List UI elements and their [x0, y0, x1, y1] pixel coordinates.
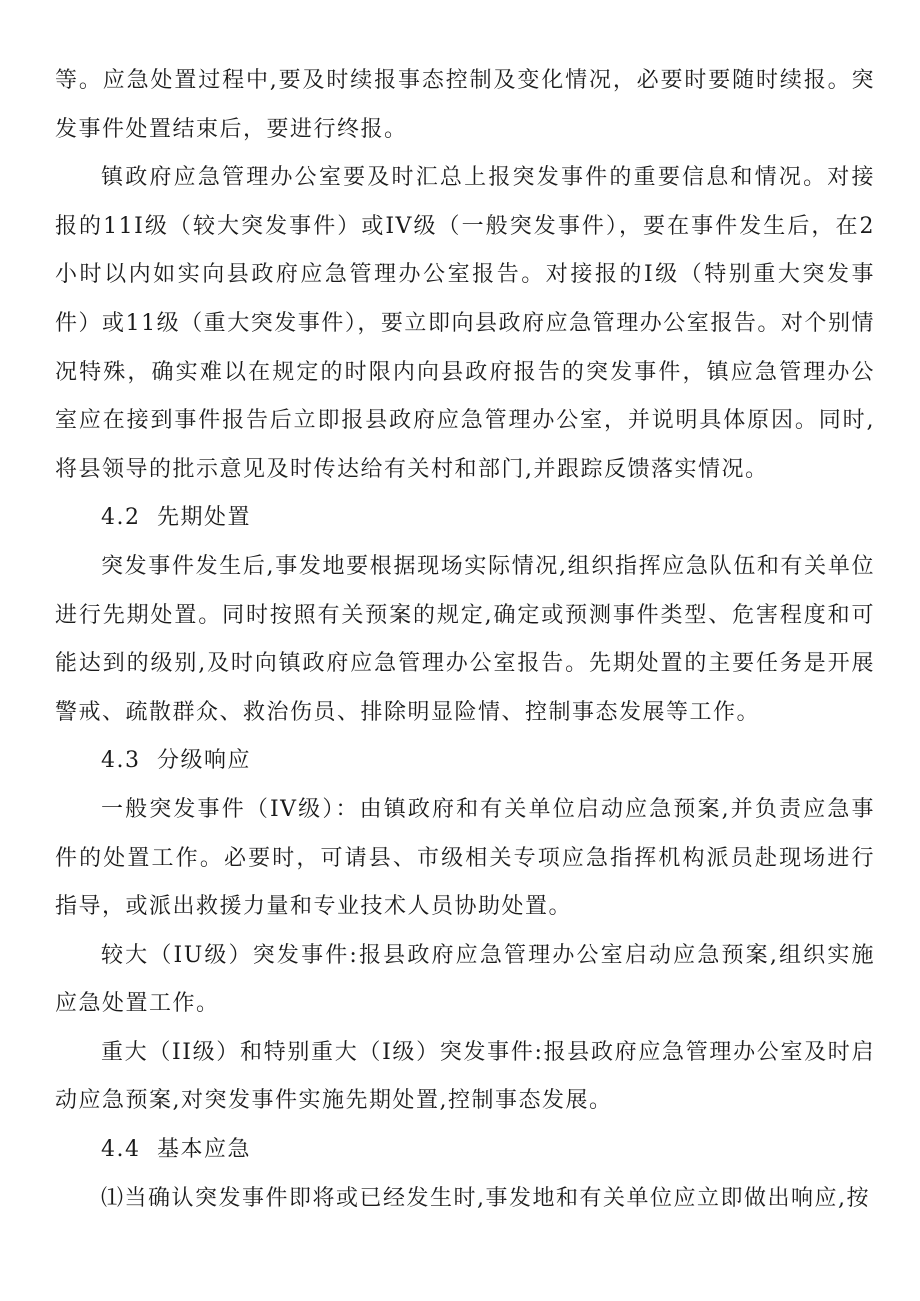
section-number: 4.2 — [101, 505, 141, 531]
document-page — [55, 57, 875, 1223]
paragraph-level-iv: 一般突发事件（IV级）：由镇政府和有关单位启动应急预案,并负责应急事件的处置工作。必要时，可请县、市级相关专项应急指挥机构派员赴现场进行指导，或派出救援力量和专业技术人员协助处置。 — [55, 796, 875, 920]
section-heading-4-4 — [55, 1126, 875, 1175]
paragraph-early-response: 突发事件发生后,事发地要根据现场实际情况,组织指挥应急队伍和有关单位进行先期处置。同时按照有关预案的规定,确定或预测事件类型、危害程度和可能达到的级别,及时向镇政府应急管理办公室报告。先期处置的主要任务是开展警戒、疏散群众、救治伤员、排除明显险情、控制事态发展等工作。 — [55, 553, 875, 725]
paragraph-level-i-ii: 重大（II级）和特别重大（I级）突发事件:报县政府应急管理办公室及时启动应急预案,对突发事件实施先期处置,控制事态发展。 — [55, 1039, 875, 1114]
section-number: 4.4 — [101, 1137, 141, 1163]
paragraph-level-iii: 较大（IU级）突发事件:报县政府应急管理办公室启动应急预案,组织实施应急处置工作。 — [55, 942, 875, 1017]
section-title: 基本应急 — [157, 1137, 252, 1163]
section-heading-4-3 — [55, 737, 875, 786]
paragraph-reporting: 镇政府应急管理办公室要及时汇总上报突发事件的重要信息和情况。对接报的11I级（较大突发事件）或IV级（一般突发事件），要在事件发生后，在2小时以内如实向县政府应急管理办公室报告。对接报的I级（特别重大突发事件）或11级（重大突发事件），要立即向县政府应急管理办公室报告。对个别情况特殊，确实难以在规定的时限内向县政府报告的突发事件，镇应急管理办公室应在接到事件报告后立即报县政府应急管理办公室，并说明具体原因。同时,将县领导的批示意见及时传达给有关村和部门,并跟踪反馈落实情况。 — [55, 165, 875, 482]
section-number: 4.3 — [101, 748, 141, 774]
section-title: 先期处置 — [157, 505, 252, 531]
paragraph-basic-response: ⑴当确认突发事件即将或已经发生时,事发地和有关单位应立即做出响应,按 — [101, 1185, 870, 1211]
paragraph-continuation: 等。应急处置过程中,要及时续报事态控制及变化情况，必要时要随时续报。突发事件处置结束后，要进行终报。 — [55, 68, 875, 142]
section-heading-4-2 — [55, 494, 875, 543]
section-title: 分级响应 — [157, 748, 252, 774]
